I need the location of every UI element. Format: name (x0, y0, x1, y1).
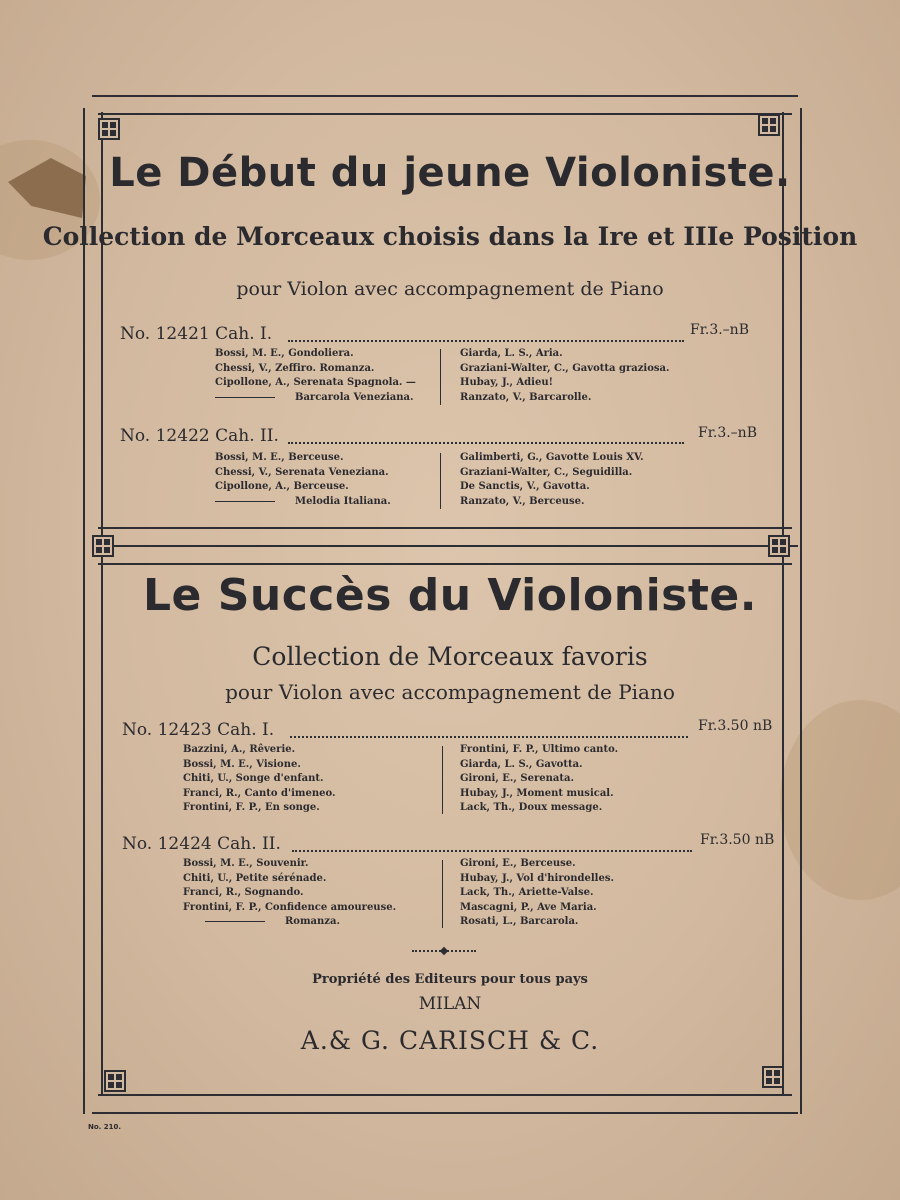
frame-corner-ornament (98, 118, 120, 140)
entry-cahier: Cah. I. (217, 720, 275, 740)
section2-accompaniment: pour Violon avec accompagnement de Piano (225, 680, 675, 704)
list-item: Frontini, F. P., En songe. (183, 802, 320, 814)
list-item: Hubay, J., Adieu! (460, 377, 553, 389)
list-item: Lack, Th., Doux message. (460, 802, 603, 814)
entry-number: No. 12422 (120, 426, 210, 446)
list-item: Chiti, U., Petite sérénade. (183, 872, 327, 884)
column-divider (440, 453, 441, 509)
frame-line (98, 1094, 792, 1096)
entry-number: No. 12424 (122, 834, 212, 854)
list-item: Melodia Italiana. (215, 495, 391, 510)
column-divider (440, 349, 441, 405)
composer-list-right (460, 451, 644, 509)
list-item: Chiti, U., Songe d'enfant. (183, 773, 324, 785)
frame-line (92, 545, 798, 547)
composer-list-right (460, 743, 618, 816)
list-item: Chessi, V., Serenata Veneziana. (215, 466, 389, 478)
entry-cahier: Cah. I. (215, 324, 273, 344)
list-item: Gironi, E., Serenata. (460, 773, 574, 785)
list-item: Cipollone, A., Berceuse. (215, 481, 349, 493)
section2-subtitle: Collection de Morceaux favoris (252, 642, 648, 671)
list-item: Rosati, L., Barcarola. (460, 916, 579, 928)
list-item: Bossi, M. E., Visione. (183, 758, 301, 770)
list-item: Hubay, J., Moment musical. (460, 787, 614, 799)
frame-line (98, 113, 792, 115)
frame-corner-ornament (762, 1066, 784, 1088)
entry-price: Fr.3.50 nB (698, 718, 773, 734)
list-item: Romanza. (183, 915, 396, 930)
list-item: De Sanctis, V., Gavotta. (460, 481, 590, 493)
composer-list-left (183, 857, 396, 930)
composer-list-right (460, 857, 614, 930)
list-item: Graziani-Walter, C., Seguidilla. (460, 466, 633, 478)
entry-heading (120, 426, 279, 446)
list-item: Frontini, F. P., Ultimo canto. (460, 744, 619, 755)
entry-number: No. 12421 (120, 324, 210, 344)
entry-price: Fr.3.–nB (690, 322, 749, 338)
list-item: Bossi, M. E., Gondoliera. (215, 348, 354, 359)
list-item: Mascagni, P., Ave Maria. (460, 901, 597, 913)
list-item: Giarda, L. S., Gavotta. (460, 758, 583, 770)
frame-corner-ornament (758, 114, 780, 136)
entry-heading (122, 720, 274, 740)
entry-number: No. 12423 (122, 720, 212, 740)
composer-list-left (215, 347, 416, 405)
list-item: Franci, R., Canto d'imeneo. (183, 787, 336, 799)
composer-list-right (460, 347, 669, 405)
ornament-divider (412, 948, 476, 954)
composer-list-left (183, 743, 335, 816)
frame-line (98, 563, 792, 565)
column-divider (442, 746, 443, 814)
list-item: Frontini, F. P., Confidence amoureuse. (183, 901, 397, 913)
list-item: Gironi, E., Berceuse. (460, 858, 576, 869)
list-item: Lack, Th., Ariette-Valse. (460, 887, 594, 899)
catalogue-code: No. 210. (88, 1123, 122, 1131)
entry-cahier: Cah. II. (217, 834, 281, 854)
list-item: Bossi, M. E., Souvenir. (183, 858, 309, 869)
list-item: Ranzato, V., Berceuse. (460, 495, 585, 507)
list-item: Cipollone, A., Serenata Spagnola. — (215, 377, 416, 389)
city: MILAN (418, 994, 482, 1014)
entry-price: Fr.3.50 nB (700, 832, 775, 848)
column-divider (442, 860, 443, 928)
leader-dots (290, 736, 688, 738)
list-item: Graziani-Walter, C., Gavotta graziosa. (460, 362, 670, 374)
list-item: Barcarola Veneziana. (215, 391, 416, 406)
frame-corner-ornament (92, 535, 114, 557)
list-item: Galimberti, G., Gavotte Louis XV. (460, 452, 644, 463)
section1-subtitle: Collection de Morceaux choisis dans la Ire et IIIe Position (42, 222, 858, 251)
section1-title: Le Début du jeune Violoniste. (109, 150, 791, 196)
entry-heading (120, 324, 272, 344)
entry-heading (122, 834, 281, 854)
frame-line (98, 527, 792, 529)
frame-line (92, 1112, 798, 1114)
list-item: Franci, R., Sognando. (183, 887, 304, 899)
frame-line (92, 95, 798, 97)
list-item: Chessi, V., Zeffiro. Romanza. (215, 362, 375, 374)
list-item: Giarda, L. S., Aria. (460, 348, 563, 359)
publisher: A.& G. CARISCH & C. (300, 1026, 600, 1055)
list-item: Bossi, M. E., Berceuse. (215, 452, 344, 463)
composer-list-left (215, 451, 391, 509)
leader-dots (292, 850, 692, 852)
section1-accompaniment: pour Violon avec accompagnement de Piano (236, 278, 664, 300)
rights-notice: Propriété des Editeurs pour tous pays (312, 972, 588, 987)
list-item: Bazzini, A., Rêverie. (183, 744, 296, 755)
leader-dots (288, 442, 684, 444)
section2-title: Le Succès du Violoniste. (143, 570, 757, 621)
leader-dots (288, 340, 684, 342)
frame-corner-ornament (768, 535, 790, 557)
stain (780, 700, 900, 900)
list-item: Ranzato, V., Barcarolle. (460, 391, 592, 403)
entry-price: Fr.3.–nB (698, 425, 757, 441)
entry-cahier: Cah. II. (215, 426, 279, 446)
list-item: Hubay, J., Vol d'hirondelles. (460, 872, 614, 884)
frame-corner-ornament (104, 1070, 126, 1092)
